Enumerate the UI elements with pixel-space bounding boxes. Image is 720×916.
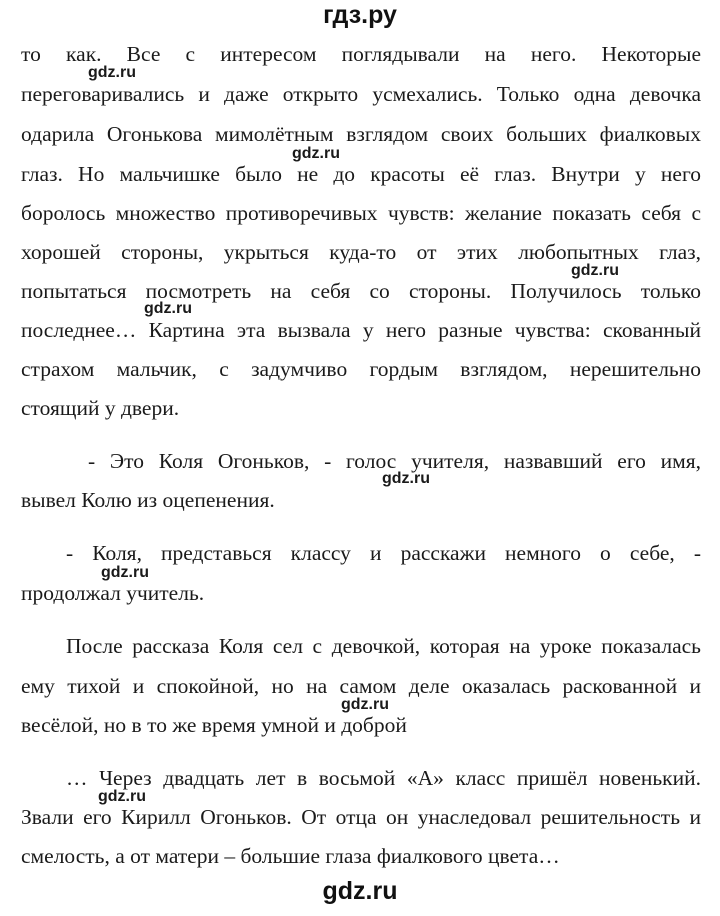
text-line: … Через двадцать лет в восьмой «А» класс пришёл новенький. [66,766,701,790]
text-line: смелость, а от матери – большие глаза фиалкового цвета… [21,844,560,868]
text-line: страхом мальчик, с задумчиво гордым взглядом, нерешительно [21,357,701,381]
text-line: одарила Огонькова мимолётным взглядом своих больших фиалковых [21,122,701,146]
text-line: продолжал учитель. [21,581,205,605]
site-header: гдз.ру [323,1,397,29]
text-line: Звали его Кирилл Огоньков. От отца он унаследовал решительность и [21,805,701,829]
site-footer: gdz.ru [322,877,398,905]
watermark: gdz.ru [341,696,389,713]
text-line: ему тихой и спокойной, но на самом деле оказалась раскованной и [21,674,701,698]
text-line: переговаривались и даже открыто усмехались. Только одна девочка [21,82,701,106]
watermark: gdz.ru [144,300,192,317]
watermark: gdz.ru [98,788,146,805]
text-line: - Это Коля Огоньков, - голос учителя, назвавший его имя, [88,449,701,473]
text-line: весёлой, но в то же время умной и доброй [21,713,407,737]
watermark: gdz.ru [88,64,136,81]
watermark: gdz.ru [382,470,430,487]
text-line: вывел Колю из оцепенения. [21,488,275,512]
watermark: gdz.ru [292,145,340,162]
text-line: - Коля, представься классу и расскажи немного о себе, - [66,541,701,565]
text-line: глаз. Но мальчишке было не до красоты её глаз. Внутри у него [21,162,701,186]
text-line: то как. Все с интересом поглядывали на него. Некоторые [21,42,701,66]
text-line: боролось множество противоречивых чувств: желание показать себя с [21,201,701,225]
text-line: хорошей стороны, укрыться куда-то от этих любопытных глаз, [21,240,701,264]
text-line: стоящий у двери. [21,396,180,420]
text-line: После рассказа Коля сел с девочкой, которая на уроке показалась [66,634,701,658]
watermark: gdz.ru [571,262,619,279]
text-line: попытаться посмотреть на себя со стороны. Получилось только [21,279,701,303]
text-line: последнее… Картина эта вызвала у него разные чувства: скованный [21,318,701,342]
watermark: gdz.ru [101,564,149,581]
